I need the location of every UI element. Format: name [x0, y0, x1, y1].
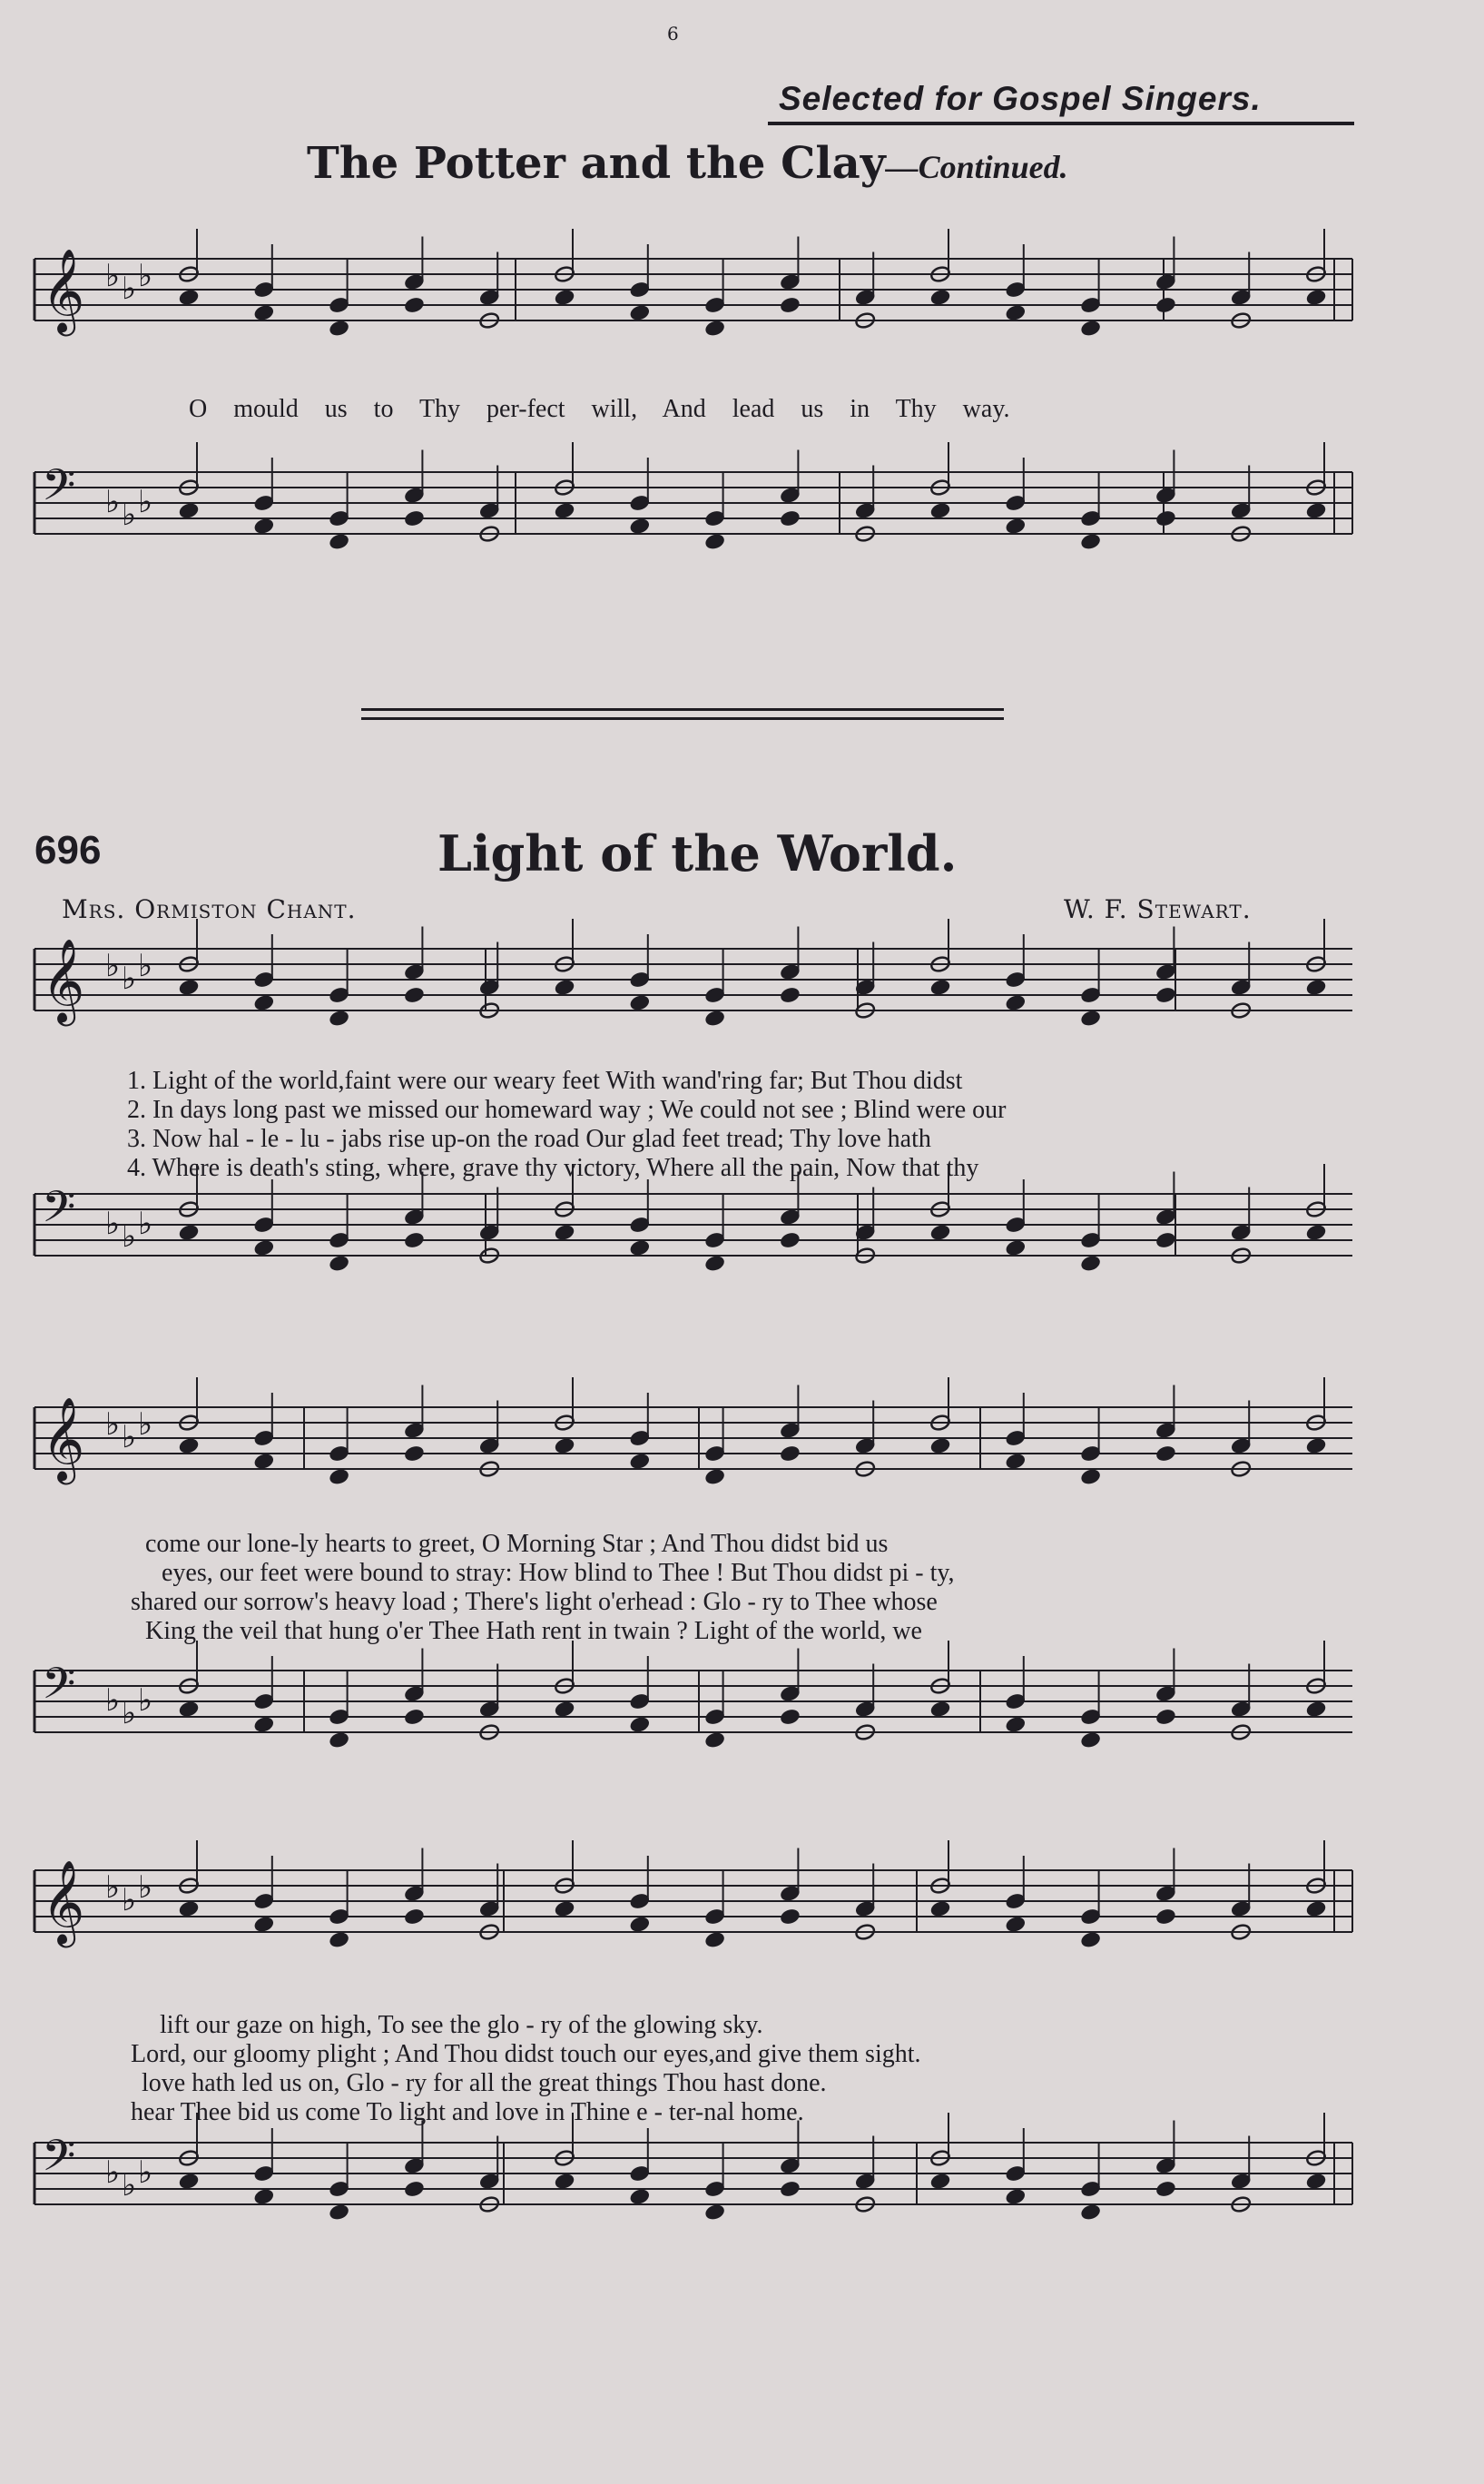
note-head: [329, 1255, 350, 1273]
hymn-number: 696: [34, 828, 102, 872]
note-head: [404, 1231, 426, 1249]
note-head: [1305, 1700, 1327, 1719]
note-head: [253, 1239, 275, 1257]
note-head: [929, 502, 951, 520]
note-head: [780, 509, 801, 527]
note-head: [1305, 502, 1327, 520]
verse-line: hear Thee bid us come To light and love in Thine e - ter-nal home.: [131, 2098, 804, 2126]
note-head: [554, 1700, 575, 1719]
continued-label: —Continued.: [885, 149, 1068, 185]
note-head: [178, 1224, 200, 1242]
note-head: [1080, 320, 1102, 338]
note-head: [178, 1437, 200, 1455]
flat-icon: ♭: [105, 2154, 121, 2191]
note-head: [253, 1916, 275, 1934]
verse-line: love hath led us on, Glo - ry for all the great things Thou hast done.: [142, 2069, 827, 2097]
note-head: [404, 296, 426, 314]
note-head: [704, 1468, 726, 1486]
note-head: [1155, 296, 1177, 314]
verse-line: eyes, our feet were bound to stray: How blind to Thee ! But Thou didst pi - ty,: [162, 1559, 955, 1587]
flat-icon: ♭: [138, 948, 153, 984]
note-head: [554, 979, 575, 997]
note-head: [629, 994, 651, 1012]
treble-clef-icon: 𝄞: [42, 1859, 85, 1944]
divider-top: [361, 708, 1004, 711]
note-head: [704, 320, 726, 338]
note-head: [178, 502, 200, 520]
note-head: [704, 1255, 726, 1273]
note-head: [1305, 289, 1327, 307]
note-head: [704, 533, 726, 551]
verse-line: come our lone-ly hearts to greet, O Morning Star ; And Thou didst bid us: [145, 1530, 889, 1558]
note-head: [404, 1708, 426, 1726]
note-head: [1155, 509, 1177, 527]
treble-clef-icon: 𝄞: [42, 248, 85, 332]
note-head: [780, 2180, 801, 2198]
note-head: [1305, 979, 1327, 997]
note-head: [780, 1907, 801, 1926]
bass-clef-icon: 𝄢: [42, 1181, 76, 1243]
verse-line: Lord, our gloomy plight ; And Thou didst touch our eyes,and give them sight.: [131, 2040, 921, 2068]
note-head: [554, 2173, 575, 2191]
note-head: [1155, 1907, 1177, 1926]
note-head: [929, 2173, 951, 2191]
verse-line: King the veil that hung o'er Thee Hath rent in twain ? Light of the world, we: [145, 1617, 922, 1645]
note-head: [1155, 1231, 1177, 1249]
note-head: [1005, 1239, 1027, 1257]
note-head: [178, 1700, 200, 1719]
note-head: [1305, 1437, 1327, 1455]
flat-icon: ♭: [122, 1882, 137, 1918]
note-head: [929, 289, 951, 307]
note-head: [1005, 994, 1027, 1012]
flat-icon: ♭: [138, 258, 153, 294]
note-head: [404, 1444, 426, 1463]
flat-icon: ♭: [138, 2154, 153, 2191]
note-head: [404, 1907, 426, 1926]
note-head: [329, 2203, 350, 2222]
author-credit: Mrs. Ormiston Chant.: [62, 894, 357, 924]
treble-clef-icon: 𝄞: [42, 938, 85, 1022]
note-head: [704, 1931, 726, 1949]
note-head: [253, 518, 275, 536]
note-head: [1005, 1716, 1027, 1734]
note-head: [1005, 518, 1027, 536]
flat-icon: ♭: [138, 1682, 153, 1719]
note-head: [704, 1010, 726, 1028]
note-head: [1080, 1468, 1102, 1486]
note-head: [780, 296, 801, 314]
note-head: [780, 1231, 801, 1249]
flat-icon: ♭: [122, 497, 137, 533]
note-head: [253, 1716, 275, 1734]
continued-lyric: O mould us to Thy per-fect will, And lead us in Thy way.: [189, 395, 1010, 423]
bass-clef-icon: 𝄢: [42, 459, 76, 521]
note-head: [404, 2180, 426, 2198]
flat-icon: ♭: [105, 948, 121, 984]
note-head: [780, 1708, 801, 1726]
note-head: [1080, 2203, 1102, 2222]
note-head: [253, 994, 275, 1012]
note-head: [629, 518, 651, 536]
note-head: [929, 1700, 951, 1719]
note-head: [929, 1437, 951, 1455]
note-head: [329, 1468, 350, 1486]
note-head: [1305, 1900, 1327, 1918]
note-head: [253, 304, 275, 322]
section-label: Selected for Gospel Singers.: [779, 80, 1262, 117]
flat-icon: ♭: [105, 1406, 121, 1443]
note-head: [929, 1900, 951, 1918]
note-head: [329, 1010, 350, 1028]
treble-clef-icon: 𝄞: [42, 1396, 85, 1481]
note-head: [404, 986, 426, 1004]
flat-icon: ♭: [138, 484, 153, 520]
flat-icon: ♭: [105, 1206, 121, 1242]
verse-line: 4. Where is death's sting, where, grave thy victory, Where all the pain, Now that thy: [127, 1154, 979, 1182]
note-head: [178, 979, 200, 997]
note-head: [253, 2188, 275, 2206]
note-head: [329, 533, 350, 551]
flat-icon: ♭: [138, 1406, 153, 1443]
note-head: [1155, 2180, 1177, 2198]
note-head: [253, 1453, 275, 1471]
note-head: [178, 2173, 200, 2191]
flat-icon: ♭: [122, 1419, 137, 1455]
note-head: [554, 502, 575, 520]
note-head: [629, 1716, 651, 1734]
flat-icon: ♭: [138, 1869, 153, 1906]
flat-icon: ♭: [105, 484, 121, 520]
bass-clef-icon: 𝄢: [42, 2130, 76, 2192]
flat-icon: ♭: [122, 271, 137, 307]
note-head: [780, 1444, 801, 1463]
note-head: [329, 320, 350, 338]
note-head: [554, 1900, 575, 1918]
note-head: [1080, 1931, 1102, 1949]
note-head: [1005, 1916, 1027, 1934]
note-head: [329, 1931, 350, 1949]
flat-icon: ♭: [105, 1869, 121, 1906]
flat-icon: ♭: [122, 2167, 137, 2203]
note-head: [1005, 304, 1027, 322]
note-head: [629, 2188, 651, 2206]
note-head: [1080, 1010, 1102, 1028]
note-head: [1080, 533, 1102, 551]
verse-line: 2. In days long past we missed our homeward way ; We could not see ; Blind were our: [127, 1096, 1007, 1124]
verse-line: 3. Now hal - le - lu - jabs rise up-on the road Our glad feet tread; Thy love hath: [127, 1125, 931, 1153]
note-head: [1305, 2173, 1327, 2191]
note-head: [929, 979, 951, 997]
note-head: [629, 1453, 651, 1471]
note-head: [629, 304, 651, 322]
verse-line: 1. Light of the world,faint were our weary feet With wand'ring far; But Thou didst: [127, 1067, 963, 1095]
continued-title-text: The Potter and the Clay: [307, 138, 886, 189]
note-head: [780, 986, 801, 1004]
note-head: [1155, 1708, 1177, 1726]
note-head: [704, 1731, 726, 1750]
flat-icon: ♭: [122, 1695, 137, 1731]
flat-icon: ♭: [105, 258, 121, 294]
note-head: [929, 1224, 951, 1242]
flat-icon: ♭: [138, 1206, 153, 1242]
note-head: [178, 1900, 200, 1918]
flat-icon: ♭: [105, 1682, 121, 1719]
flat-icon: ♭: [122, 1218, 137, 1255]
composer-credit: W. F. Stewart.: [1064, 894, 1252, 924]
note-head: [1155, 986, 1177, 1004]
note-head: [1005, 2188, 1027, 2206]
note-head: [1155, 1444, 1177, 1463]
note-head: [1005, 1453, 1027, 1471]
note-head: [329, 1731, 350, 1750]
verse-line: shared our sorrow's heavy load ; There's light o'erhead : Glo - ry to Thee whose: [131, 1588, 938, 1616]
hymn-title: Light of the World.: [437, 824, 958, 882]
note-head: [704, 2203, 726, 2222]
divider-bottom: [361, 717, 1004, 720]
note-head: [554, 1437, 575, 1455]
note-head: [178, 289, 200, 307]
note-head: [404, 509, 426, 527]
note-head: [629, 1239, 651, 1257]
note-head: [1305, 1224, 1327, 1242]
note-head: [1080, 1731, 1102, 1750]
bass-clef-icon: 𝄢: [42, 1658, 76, 1720]
flat-icon: ♭: [122, 961, 137, 997]
page-mark: 6: [667, 23, 679, 44]
note-head: [554, 1224, 575, 1242]
note-head: [629, 1916, 651, 1934]
note-head: [1080, 1255, 1102, 1273]
verse-line: lift our gaze on high, To see the glo - ry of the glowing sky.: [160, 2011, 763, 2039]
note-head: [554, 289, 575, 307]
